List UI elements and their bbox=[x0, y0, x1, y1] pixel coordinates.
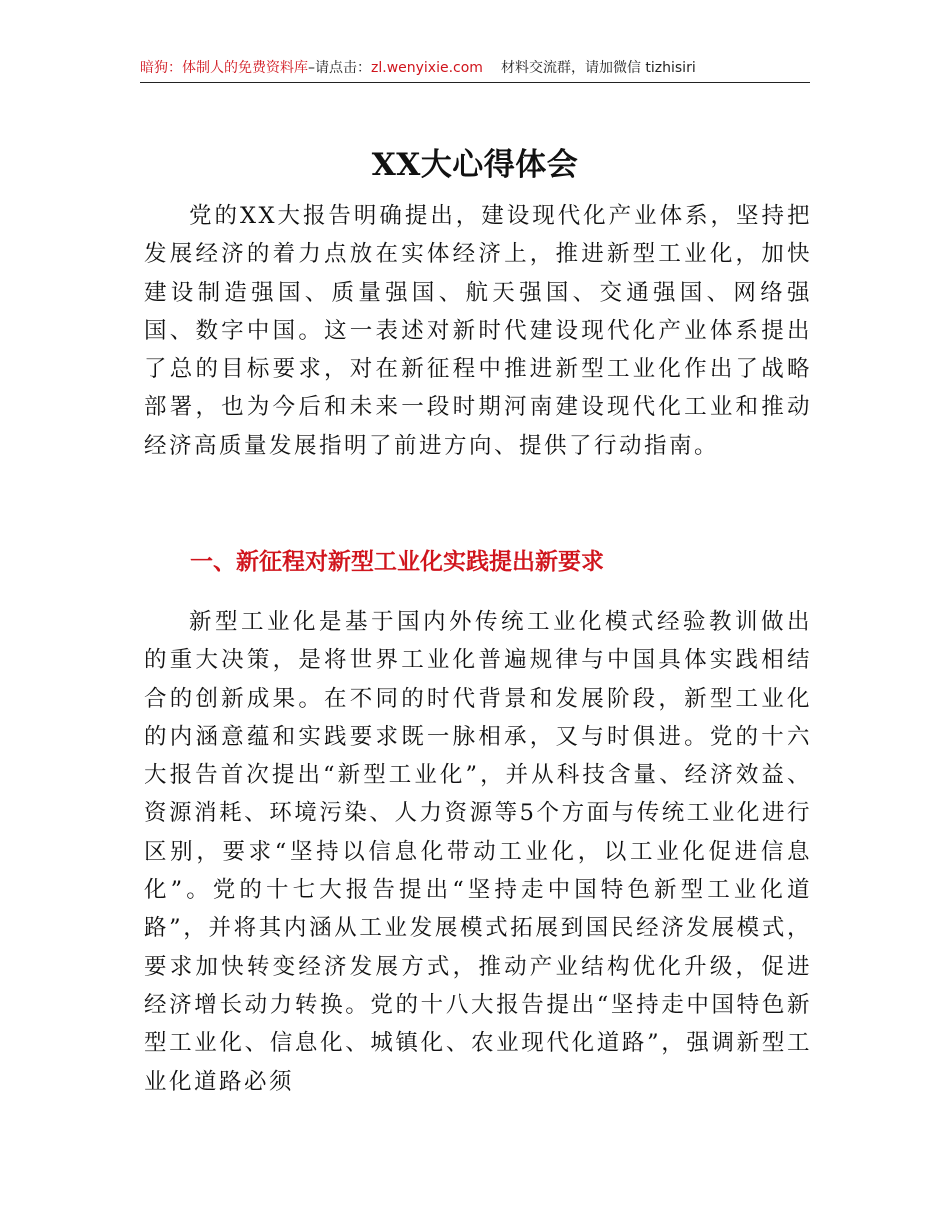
document-title: XX大心得体会 bbox=[371, 147, 579, 183]
intro-paragraph: 党的XX大报告明确提出，建设现代化产业体系，坚持把发展经济的着力点放在实体经济上，推进新型工业化，加快建设制造强国、质量强国、航天强国、交通强国、网络强国、数字中国。这一表述对新时代建设现代化产业体系提出了总的目标要求，对在新征程中推进新型工业化作出了战略部署，也为今后和未来一段时期河南建设现代化工业和推动经济高质量发展指明了前进方向、提供了行动指南。 bbox=[144, 203, 812, 459]
intro-block bbox=[144, 197, 812, 465]
section-paragraph: 新型工业化是基于国内外传统工业化模式经验教训做出的重大决策，是将世界工业化普遍规律与中国具体实践相结合的创新成果。在不同的时代背景和发展阶段，新型工业化的内涵意蕴和实践要求既一脉相承，又与时俱进。党的十六大报告首次提出“新型工业化”，并从科技含量、经济效益、资源消耗、环境污染、人力资源等5个方面与传统工业化进行区别，要求“坚持以信息化带动工业化，以工业化促进信息化”。党的十七大报告提出“坚持走中国特色新型工业化道路”，并将其内涵从工业发展模式拓展到国民经济发展模式，要求加快转变经济发展方式，推动产业结构优化升级，促进经济增长动力转换。党的十八大报告提出“坚持走中国特色新型工业化、信息化、城镇化、农业现代化道路”，强调新型工业化道路必须 bbox=[144, 609, 812, 1095]
section-block bbox=[144, 603, 812, 1101]
page-header bbox=[140, 56, 810, 83]
header-click-prompt: –请点击： bbox=[308, 60, 371, 76]
section-heading: 一、新征程对新型工业化实践提出新要求 bbox=[190, 549, 604, 575]
header-group-note: 材料交流群，请加微信 tizhisiri bbox=[500, 60, 696, 76]
header-site-name: 暗狗：体制人的免费资料库 bbox=[140, 60, 308, 76]
header-url-link[interactable]: zl.wenyixie.com bbox=[371, 60, 483, 76]
